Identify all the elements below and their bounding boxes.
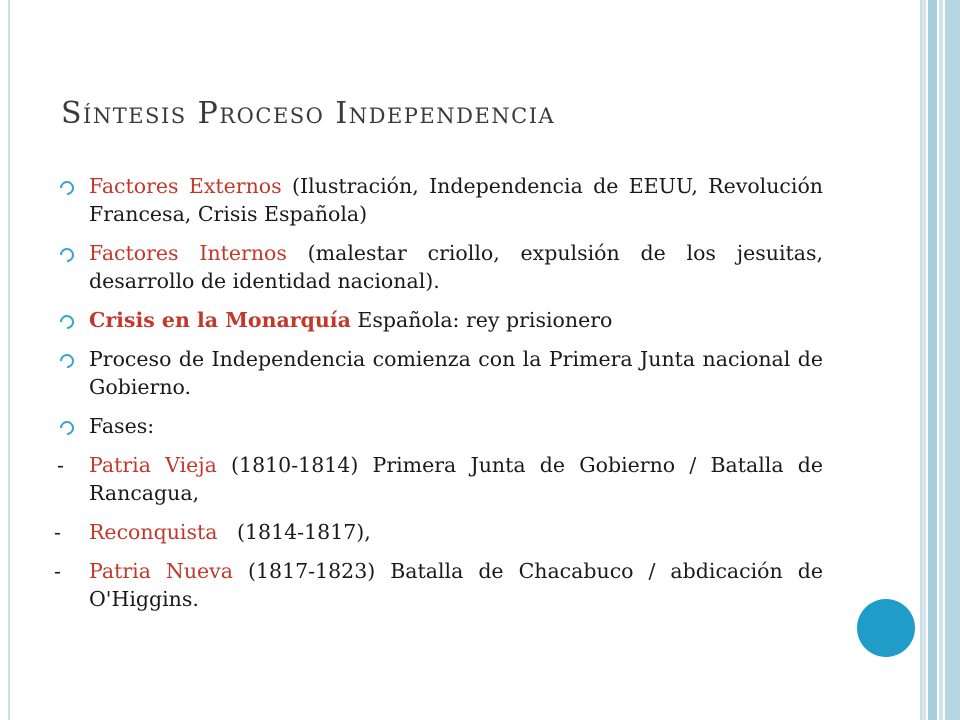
decorative-side-bars [922, 0, 960, 720]
bullet-text: Fases: [89, 414, 155, 438]
bullet-icon [57, 312, 77, 332]
accent-circle [857, 599, 915, 657]
bullet-text: Proceso de Independencia comienza con la Primera Junta nacional de Gobierno. [89, 347, 823, 399]
bullet-highlight: Crisis en la Monarquía [89, 308, 351, 332]
bullet-icon [57, 418, 77, 438]
phase-text: (1814-1817), [217, 520, 371, 544]
side-bar [922, 0, 926, 720]
bullet-icon [57, 245, 77, 265]
side-bar [928, 0, 937, 720]
phase-highlight: Patria Nueva [89, 559, 233, 583]
phase-text: (1817-1823) Batalla de Chacabuco / abdicación de O'Higgins. [89, 559, 823, 611]
side-bar [939, 0, 943, 720]
phase-highlight: Reconquista [89, 520, 218, 544]
side-bar [945, 0, 960, 720]
phase-text: (1810-1814) Primera Junta de Gobierno / Batalla de Rancagua, [89, 453, 824, 505]
phase-item [54, 557, 823, 613]
phase-highlight: Patria Vieja [89, 453, 217, 477]
bullet-item [60, 306, 823, 334]
bullet-item [60, 345, 823, 401]
phase-item [54, 518, 823, 546]
bullet-text: Española: rey prisionero [350, 308, 613, 332]
bullet-icon [57, 178, 77, 198]
bullet-highlight: Factores Internos [89, 241, 287, 265]
bullet-icon [57, 351, 77, 371]
slide-content [54, 172, 824, 624]
bullet-highlight: Factores Externos [89, 174, 282, 198]
phase-prefix: - [57, 453, 64, 477]
bullet-text: (Ilustración, Independencia de EEUU, Revolución Francesa, Crisis Española) [89, 174, 823, 226]
bullet-item [60, 172, 823, 228]
bullet-text: (malestar criollo, expulsión de los jesuitas, desarrollo de identidad nacional). [89, 241, 823, 293]
phase-prefix: - [54, 520, 61, 544]
slide-title: Síntesis Proceso Independencia [61, 96, 556, 131]
phase-prefix: - [54, 559, 61, 583]
bullet-item [60, 239, 823, 295]
bullet-item [60, 412, 823, 440]
phase-item [57, 451, 824, 507]
